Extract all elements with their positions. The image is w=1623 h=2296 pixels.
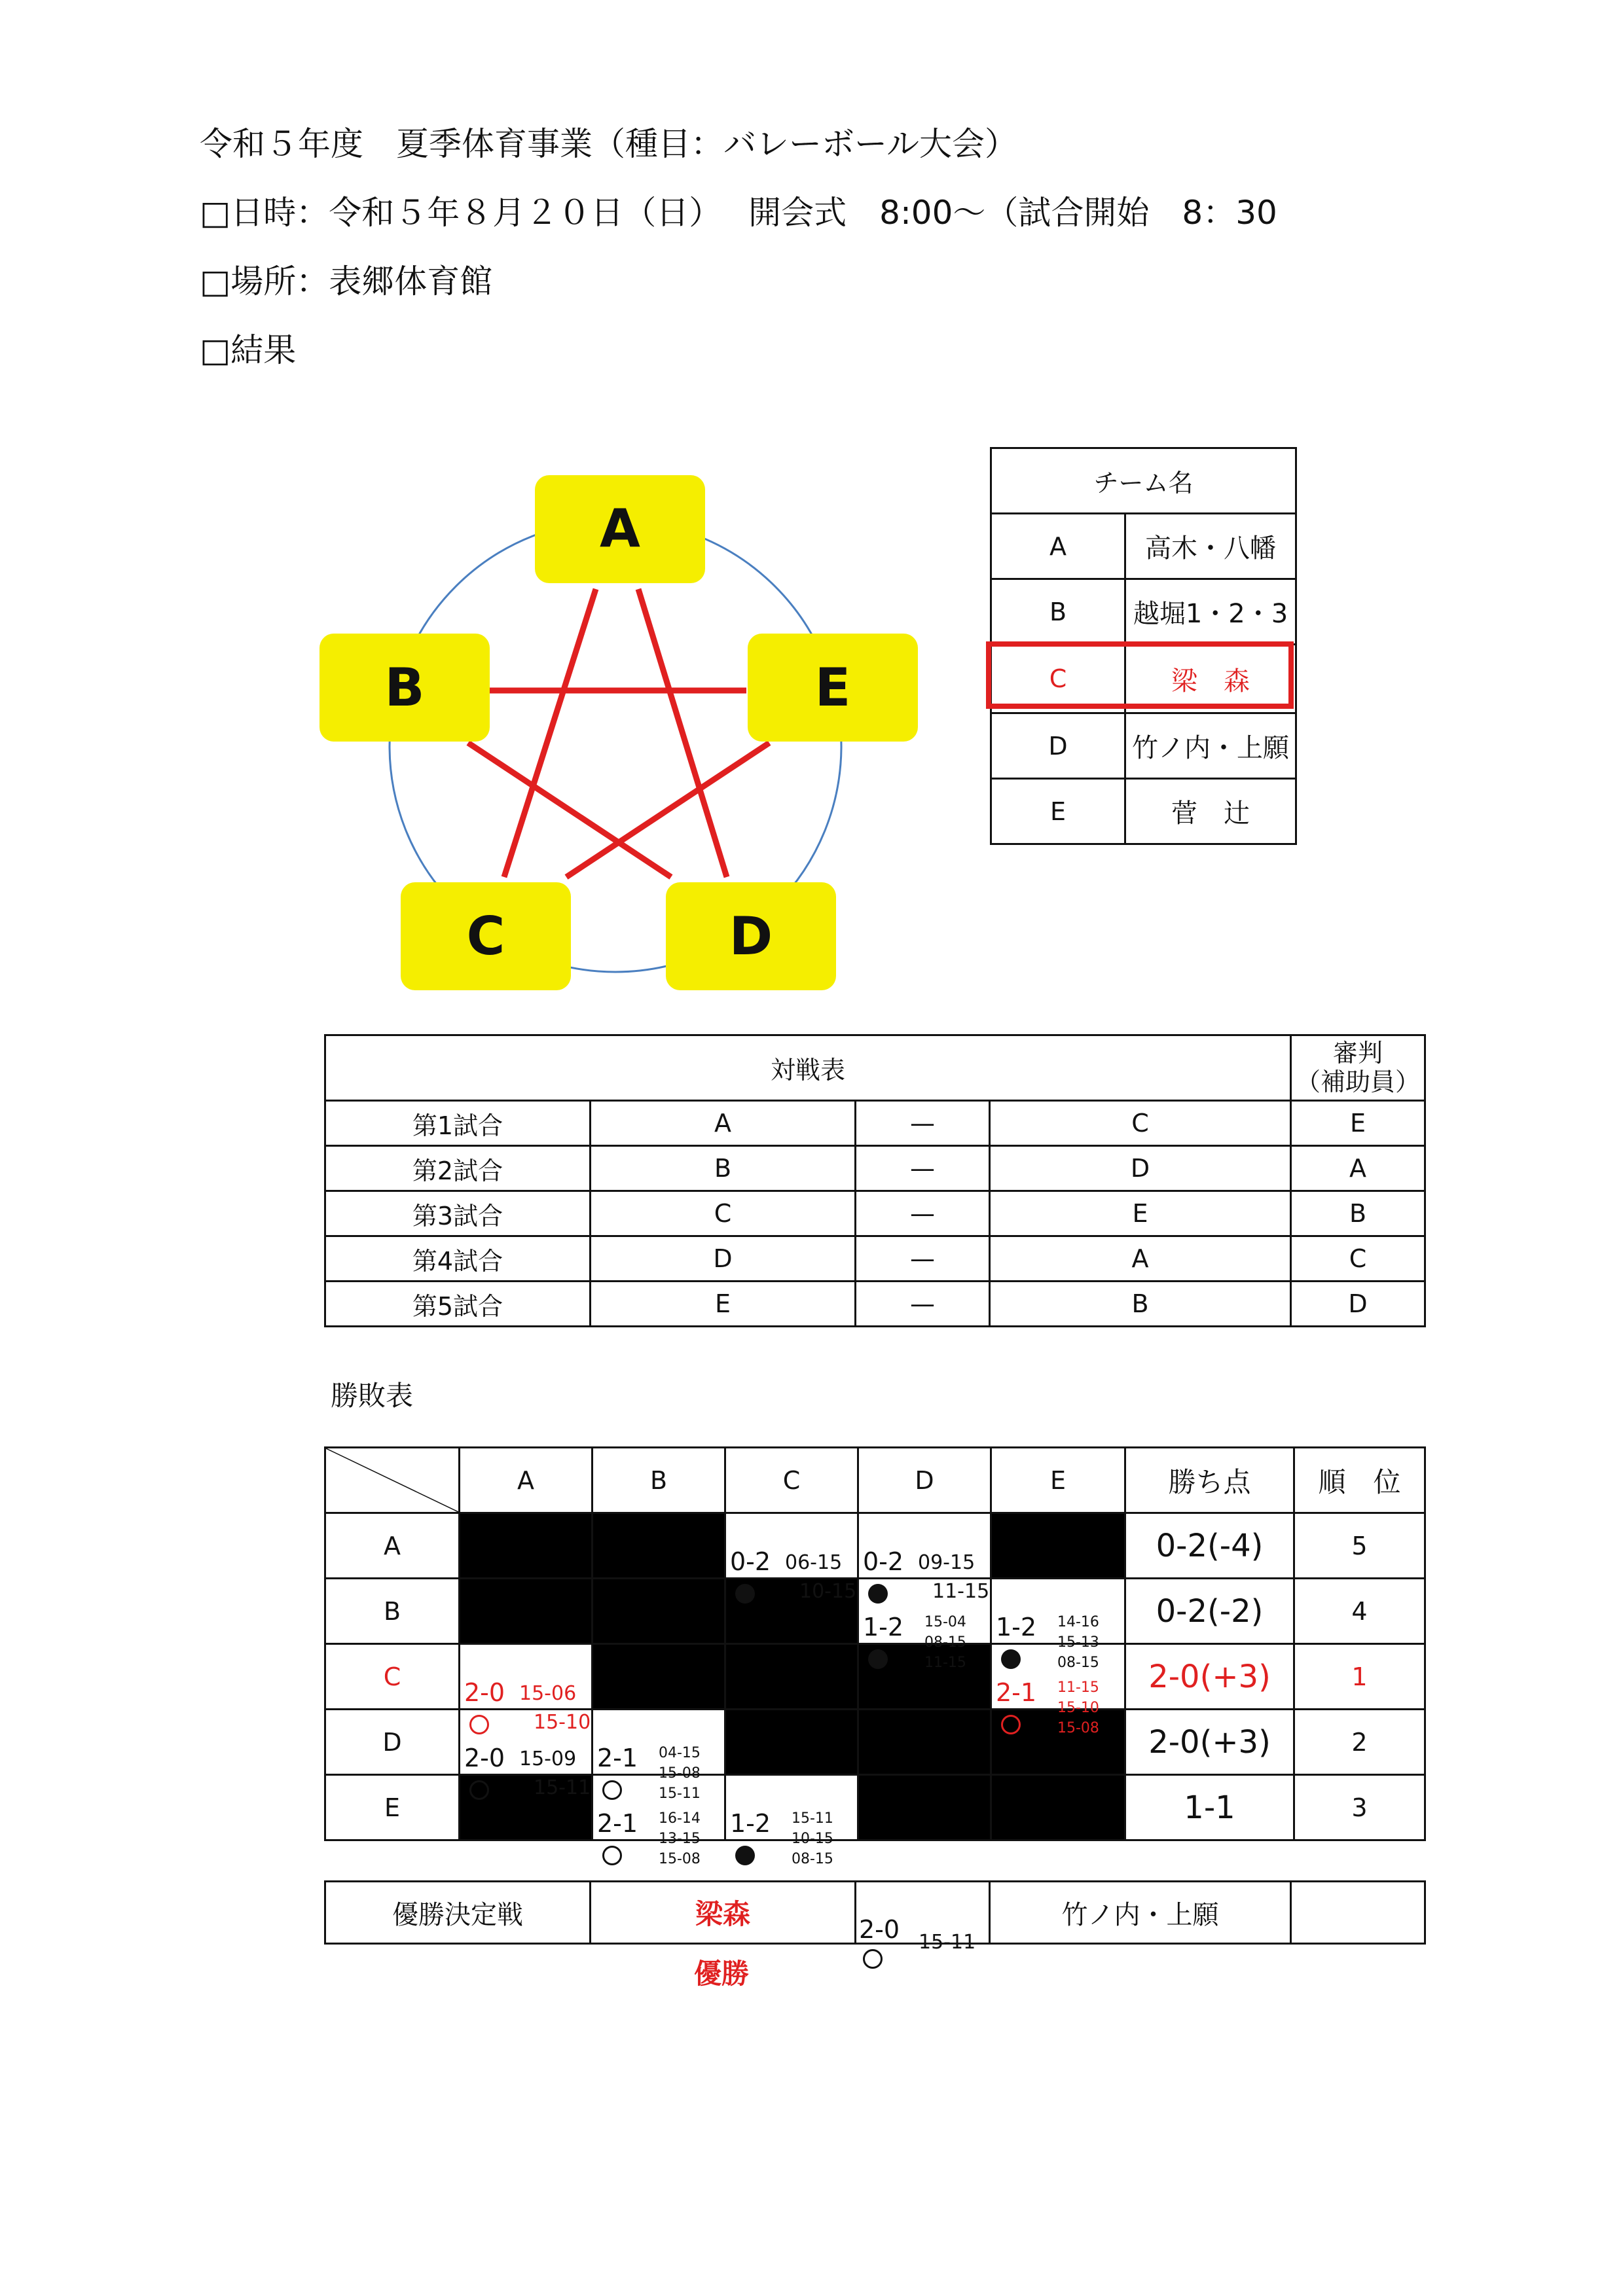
set-score: 15-08 [1057,1719,1099,1736]
loss-dot-icon [868,1649,888,1669]
points-value: 2-0(+3) [1125,1644,1294,1710]
team-name: 越堀1・2・3 [1125,579,1296,645]
points-value: 0-2(-4) [1125,1513,1294,1579]
team-id: E [991,779,1125,844]
set-score: 15-10 [1057,1699,1099,1716]
win-circle-icon [863,1949,883,1969]
set-score: 15-09 [519,1747,577,1770]
node-e-label: E [814,657,851,718]
team-id: A [991,514,1125,579]
blocked-cell [460,1579,593,1644]
node-d-label: D [729,906,773,967]
final-winner: 梁森 [591,1882,856,1944]
node-c-label: C [466,906,505,967]
blocked-cell [593,1579,725,1644]
date-line: □日時：令和５年８月２０日（日） 開会式 8:00～（試合開始 8：30 [200,194,1277,232]
blocked-cell [593,1644,725,1710]
league-diagram [314,471,930,995]
set-score: 14-16 [1057,1613,1099,1630]
referee: E [1291,1101,1425,1146]
team-id: C [991,645,1125,713]
loss-dot-icon [735,1584,755,1604]
match-score: 2-1 [996,1677,1037,1707]
results-heading: □結果 [200,331,297,369]
set-score: 11-15 [932,1579,990,1603]
col-header: A [460,1448,593,1513]
edge-b-d [468,743,671,877]
game-label: 第5試合 [325,1282,591,1327]
rank-value: 5 [1294,1513,1425,1579]
node-b [319,634,490,742]
final-score-cell [856,1882,990,1954]
results-table [324,1446,1426,1867]
edge-a-c [504,589,596,877]
vs-dash: — [856,1101,990,1146]
final-empty [1291,1882,1425,1944]
rank-value: 3 [1294,1775,1425,1840]
game-label: 第3試合 [325,1191,591,1236]
set-score: 15-11 [534,1776,591,1799]
set-score: 15-04 [924,1613,966,1630]
win-circle-icon [602,1846,622,1865]
vs-dash: — [856,1236,990,1282]
home-team: A [591,1101,856,1146]
row-header: A [325,1513,460,1579]
win-circle-icon [469,1780,489,1800]
away-team: E [990,1191,1291,1236]
champion-note: 優勝 [694,1958,750,1990]
match-score: 1-2 [730,1808,771,1838]
game-label: 第4試合 [325,1236,591,1282]
set-score: 06-15 [785,1551,843,1574]
match-cell-a-d [858,1513,991,1603]
set-score: 15-06 [519,1681,577,1705]
match-score: 0-2 [730,1547,771,1576]
away-team: C [990,1101,1291,1146]
set-score: 09-15 [918,1551,976,1574]
team-table-header: チーム名 [991,448,1296,514]
referee-header-line1: 審判 [1333,1038,1383,1067]
match-score: 2-0 [464,1743,505,1772]
final-score: 2-0 [859,1915,900,1944]
win-circle-icon [602,1780,622,1800]
vs-dash: — [856,1282,990,1327]
blocked-cell [593,1513,725,1579]
points-value: 0-2(-2) [1125,1579,1294,1644]
match-cell-e-c [725,1775,858,1867]
match-score: 2-1 [597,1808,638,1838]
set-score: 15-08 [659,1850,701,1867]
set-score: 04-15 [659,1744,701,1761]
node-a-label: A [600,498,640,559]
match-cell-c-a [460,1644,593,1734]
set-score: 15-11 [792,1810,833,1827]
blocked-cell [725,1710,858,1775]
blocked-cell [460,1513,593,1579]
match-score: 1-2 [996,1612,1037,1641]
referee: C [1291,1236,1425,1282]
col-header: C [725,1448,858,1513]
highlight-box [986,641,1294,709]
away-team: D [990,1146,1291,1191]
blocked-cell [725,1644,858,1710]
match-score: 2-0 [464,1677,505,1707]
match-score: 2-1 [597,1743,638,1772]
final-table [324,1880,1426,1954]
home-team: C [591,1191,856,1236]
set-score: 08-15 [792,1850,833,1867]
set-score: 15-11 [659,1785,701,1802]
referee: D [1291,1282,1425,1327]
points-header: 勝ち点 [1125,1448,1294,1513]
points-value: 2-0(+3) [1125,1710,1294,1775]
set-score: 15-08 [659,1765,701,1782]
blocked-cell [858,1710,991,1775]
venue-line: □場所：表郷体育館 [200,262,493,300]
vs-dash: — [856,1191,990,1236]
rank-value: 1 [1294,1644,1425,1710]
row-header: E [325,1775,460,1840]
rank-header: 順 位 [1294,1448,1425,1513]
row-header: C [325,1644,460,1710]
home-team: E [591,1282,856,1327]
team-id: D [991,713,1125,779]
match-cell-d-b [593,1710,725,1802]
team-name: 高木・八幡 [1125,514,1296,579]
match-cell-b-e [991,1579,1125,1671]
schedule-table [324,1034,1426,1327]
away-team: B [990,1282,1291,1327]
node-b-label: B [384,657,425,718]
match-score: 1-2 [863,1612,904,1641]
row-header: B [325,1579,460,1644]
edge-e-c [566,743,769,877]
team-id: B [991,579,1125,645]
points-value: 1-1 [1125,1775,1294,1840]
set-score: 16-14 [659,1810,701,1827]
final-set: 15-11 [919,1931,976,1954]
referee: A [1291,1146,1425,1191]
referee: B [1291,1191,1425,1236]
referee-header [1291,1035,1425,1101]
node-a [535,475,705,583]
loss-dot-icon [1001,1649,1021,1669]
win-circle-icon [469,1715,489,1734]
col-header: D [858,1448,991,1513]
team-name: 梁 森 [1125,645,1296,713]
edge-a-d [638,589,727,877]
team-name: 竹ノ内・上願 [1125,713,1296,779]
match-score: 0-2 [863,1547,904,1576]
set-score: 08-15 [1057,1654,1099,1671]
win-circle-icon [1001,1715,1021,1734]
game-label: 第1試合 [325,1101,591,1146]
set-score: 11-15 [924,1654,966,1671]
referee-header-line2: （補助員） [1296,1067,1421,1096]
document-title: 令和５年度 夏季体育事業（種目：バレーボール大会） [200,125,1017,163]
away-team: A [990,1236,1291,1282]
col-header: B [593,1448,725,1513]
blocked-cell [991,1775,1125,1840]
set-score: 11-15 [1057,1679,1099,1696]
home-team: B [591,1146,856,1191]
blocked-cell [991,1513,1125,1579]
vs-dash: — [856,1146,990,1191]
home-team: D [591,1236,856,1282]
match-cell-a-c [725,1513,858,1603]
node-c [401,882,571,990]
set-score: 10-15 [792,1830,833,1847]
set-score: 15-13 [1057,1634,1099,1651]
set-score: 10-15 [799,1579,857,1603]
rank-value: 4 [1294,1579,1425,1644]
set-score: 15-10 [534,1710,591,1734]
corner-cell [325,1448,460,1513]
loss-dot-icon [735,1846,755,1865]
rank-value: 2 [1294,1710,1425,1775]
node-e [748,634,918,742]
row-header: D [325,1710,460,1775]
col-header: E [991,1448,1125,1513]
team-name: 菅 辻 [1125,779,1296,844]
node-d [666,882,836,990]
final-opponent: 竹ノ内・上願 [990,1882,1291,1944]
results-title: 勝敗表 [331,1380,414,1412]
game-label: 第2試合 [325,1146,591,1191]
final-label: 優勝決定戦 [325,1882,591,1944]
blocked-cell [858,1775,991,1840]
set-score: 08-15 [924,1634,966,1651]
set-score: 13-15 [659,1830,701,1847]
loss-dot-icon [868,1584,888,1604]
schedule-title: 対戦表 [325,1035,1291,1101]
